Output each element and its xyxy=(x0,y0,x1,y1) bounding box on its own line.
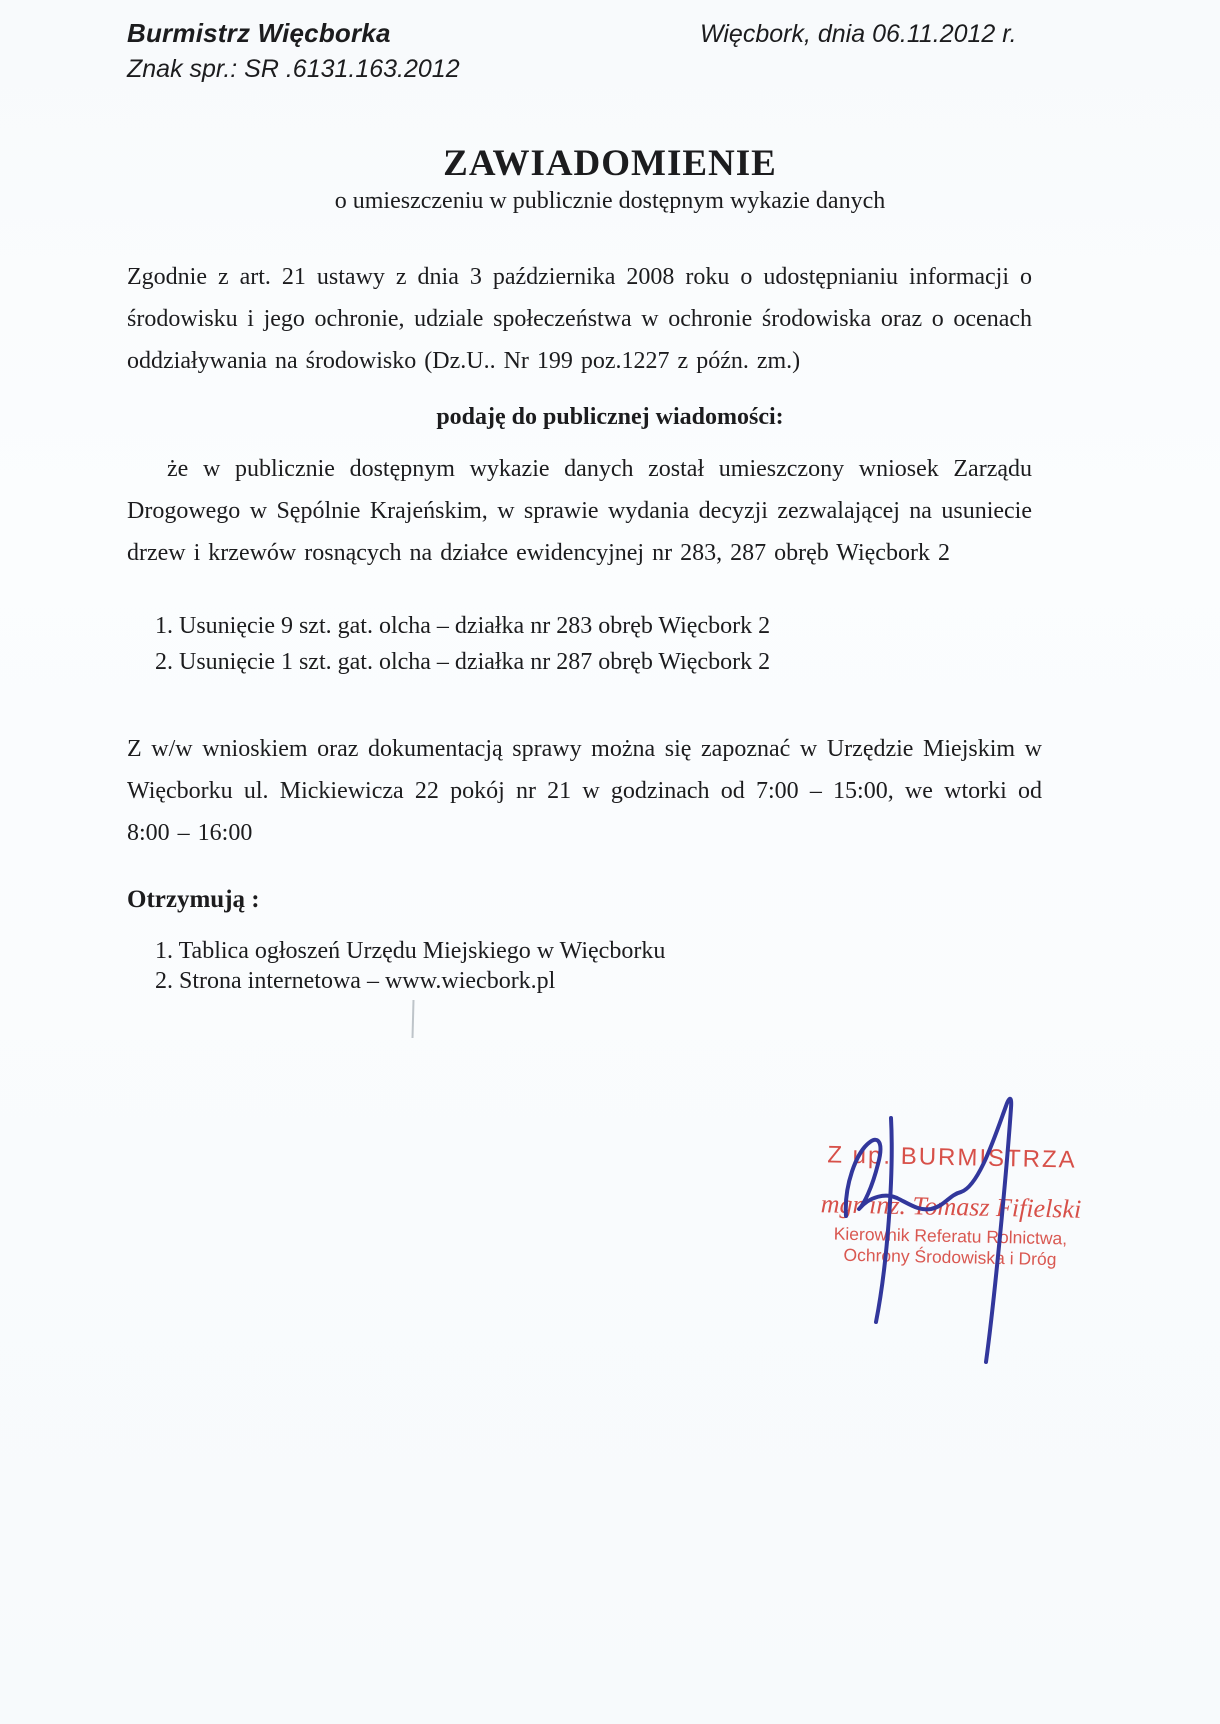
recipients-heading: Otrzymują : xyxy=(127,886,260,913)
letterhead xyxy=(127,18,460,84)
recipient-item: 1. Tablica ogłoszeń Urzędu Miejskiego w Więcborku xyxy=(155,938,666,964)
signature-stroke-main xyxy=(846,1099,1011,1362)
recipients-list xyxy=(155,938,665,998)
recipient-item: 2. Strona internetowa – www.wiecbork.pl xyxy=(155,968,556,994)
scan-artifact-line xyxy=(412,1000,415,1038)
removal-items-list xyxy=(155,613,770,685)
signature-stroke-vertical xyxy=(876,1118,892,1322)
case-number: Znak spr.: SR .6131.163.2012 xyxy=(127,55,460,83)
sender-name: Burmistrz Więcborka xyxy=(127,18,391,48)
stamp-signer-department: Ochrony Środowiska i Dróg xyxy=(843,1244,1057,1270)
document-title: ZAWIADOMIENIE xyxy=(443,143,777,184)
paragraph-legal-basis: Zgodnie z art. 21 ustawy z dnia 3 października 2008 roku o udostępnianiu informacji o środowisku i jego ochronie, udziale społeczeństwa w ochronie środowiska oraz o ocenach oddziaływania na środowisko (Dz.U.. Nr 199 poz.1227 z późn. zm.) xyxy=(127,264,1032,374)
stamp-authority-line: Z up. BURMISTRZA xyxy=(827,1141,1077,1174)
document-subtitle: o umieszczeniu w publicznie dostępnym wykazie danych xyxy=(334,188,886,214)
paragraph-office-info: Z w/w wnioskiem oraz dokumentacją sprawy można się zapoznać w Urzędzie Miejskim w Więcborku ul. Mickiewicza 22 pokój nr 21 w godzinach od 7:00 – 15:00, we wtorki od 8:00 – 16:00 xyxy=(127,736,1042,846)
stamp-signer-title: Kierownik Referatu Rolnictwa, xyxy=(833,1223,1068,1249)
removal-item: 2. Usunięcie 1 szt. gat. olcha – działka nr 287 obręb Więcbork 2 xyxy=(155,649,771,675)
handwritten-signature xyxy=(798,1066,1080,1388)
announcement-heading: podaję do publicznej wiadomości: xyxy=(436,404,784,430)
place-and-date: Więcbork, dnia 06.11.2012 r. xyxy=(700,20,1017,48)
paragraph-application: że w publicznie dostępnym wykazie danych został umieszczony wniosek Zarządu Drogowego w Sępólnie Krajeńskim, w sprawie wydania decyzji zezwalającej na usuniecie drzew i krzewów rosnących na działce ewidencyjnej nr 283, 287 obręb Więcbork 2 xyxy=(127,456,1032,566)
removal-item: 1. Usunięcie 9 szt. gat. olcha – działka nr 283 obręb Więcbork 2 xyxy=(155,613,771,639)
stamp-signer-name: mgr inż. Tomasz Fifielski xyxy=(820,1189,1082,1224)
